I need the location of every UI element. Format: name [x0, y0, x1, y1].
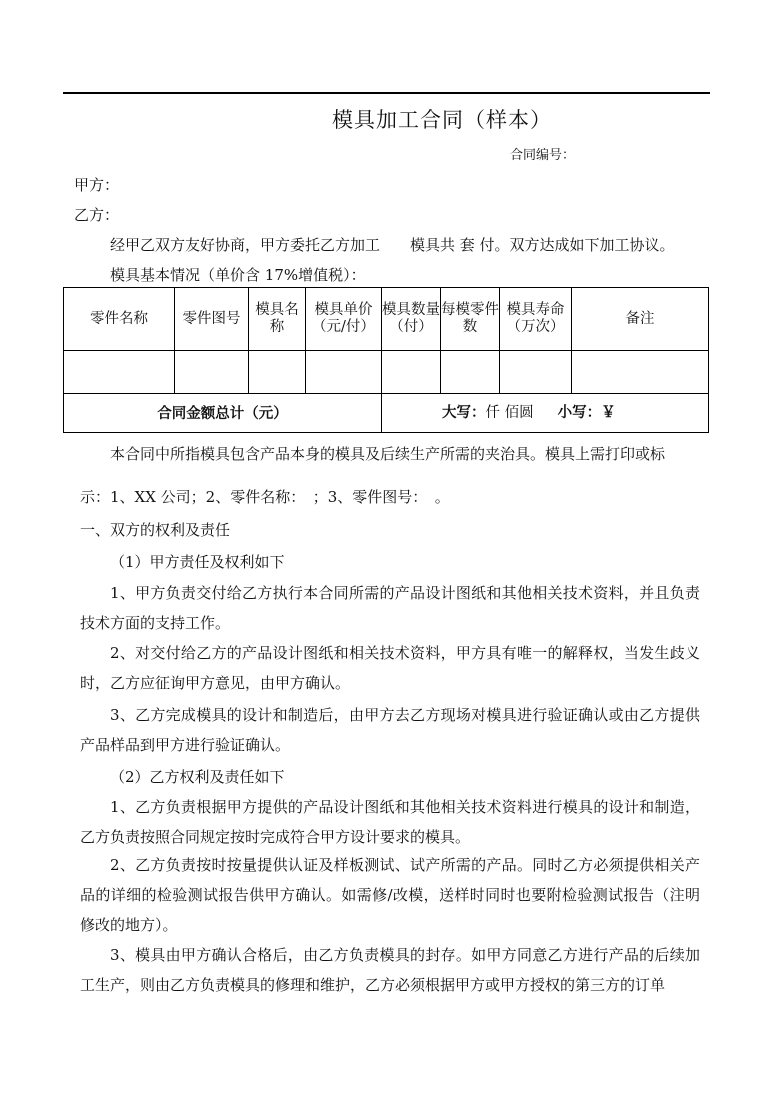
header-mold-life: 模具寿命（万次）: [500, 288, 572, 351]
clause-a3: 3、乙方完成模具的设计和制造后，由甲方去乙方现场对模具进行验证确认或由乙方提供产品样品到甲方进行验证确认。: [80, 706, 700, 754]
table-cell: [382, 351, 441, 394]
clause-b1: 1、乙方负责根据甲方提供的产品设计图纸和其他相关技术资料进行模具的设计和制造，乙方负责按照合同规定按时完成符合甲方设计要求的模具。: [80, 798, 700, 846]
header-part-name: 零件名称: [64, 288, 175, 351]
subheading-party-b: （2）乙方权利及责任如下: [110, 768, 285, 786]
capital-label: 大写：: [442, 404, 486, 421]
intro-text: 经甲乙双方友好协商，甲方委托乙方加工 模具共 套 付。双方达成如下加工协议。: [110, 236, 675, 254]
top-rule: [63, 92, 710, 94]
total-amount-value: [382, 394, 709, 433]
yen-sign: ￥: [601, 404, 616, 421]
table-cell: [572, 351, 709, 394]
section-heading-rights: 一、双方的权利及责任: [80, 521, 231, 539]
clause-a1: 1、甲方负责交付给乙方执行本合同所需的产品设计图纸和其他相关技术资料，并且负责技术方面的支持工作。: [80, 584, 700, 632]
table-row: [64, 351, 709, 394]
header-mold-quantity: 模具数量（付）: [382, 288, 441, 351]
basic-info-label: 模具基本情况（单价含 17%增值税）：: [110, 266, 366, 284]
header-part-drawing-no: 零件图号: [175, 288, 249, 351]
note-line-1: 本合同中所指模具包含产品本身的模具及后续生产所需的夹治具。模具上需打印或标: [110, 445, 666, 463]
subheading-party-a: （1）甲方责任及权利如下: [110, 553, 285, 571]
note-line-2: 示：1、XX 公司；2、零件名称： ；3、零件图号： 。: [80, 488, 450, 506]
header-parts-per-mold: 每模零件数: [441, 288, 500, 351]
clause-b2: 2、乙方负责按时按量提供认证及样板测试、试产所需的产品。同时乙方必须提供相关产品的详细的检验测试报告供甲方确认。如需修/改模，送样时同时也要附检验测试报告（注明修改的地方）。: [80, 856, 700, 934]
header-mold-unit-price: 模具单价（元/付）: [306, 288, 382, 351]
small-label: 小写：: [557, 404, 602, 421]
mold-info-table: [63, 287, 709, 433]
total-row: [64, 394, 709, 433]
capital-units: 仟 佰圆: [485, 405, 534, 421]
header-mold-name: 模具名称: [249, 288, 306, 351]
total-amount-label: 合同金额总计（元）: [64, 394, 382, 433]
table-cell: [249, 351, 306, 394]
table-cell: [64, 351, 175, 394]
clause-a2: 2、对交付给乙方的产品设计图纸和相关技术资料，甲方具有唯一的解释权，当发生歧义时，乙方应征询甲方意见，由甲方确认。: [80, 644, 700, 692]
clause-b3: 3、模具由甲方确认合格后，由乙方负责模具的封存。如甲方同意乙方进行产品的后续加工生产，则由乙方负责模具的修理和维护，乙方必须根据甲方或甲方授权的第三方的订单: [80, 946, 700, 994]
party-b-label: 乙方：: [74, 206, 120, 224]
party-a-label: 甲方：: [74, 176, 120, 194]
contract-number-label: 合同编号：: [510, 148, 576, 163]
table-cell: [175, 351, 249, 394]
table-cell: [500, 351, 572, 394]
table-header-row: [64, 288, 709, 351]
table-cell: [306, 351, 382, 394]
document-title: 模具加工合同（样本）: [332, 108, 552, 132]
table-cell: [441, 351, 500, 394]
header-remarks: 备注: [572, 288, 709, 351]
